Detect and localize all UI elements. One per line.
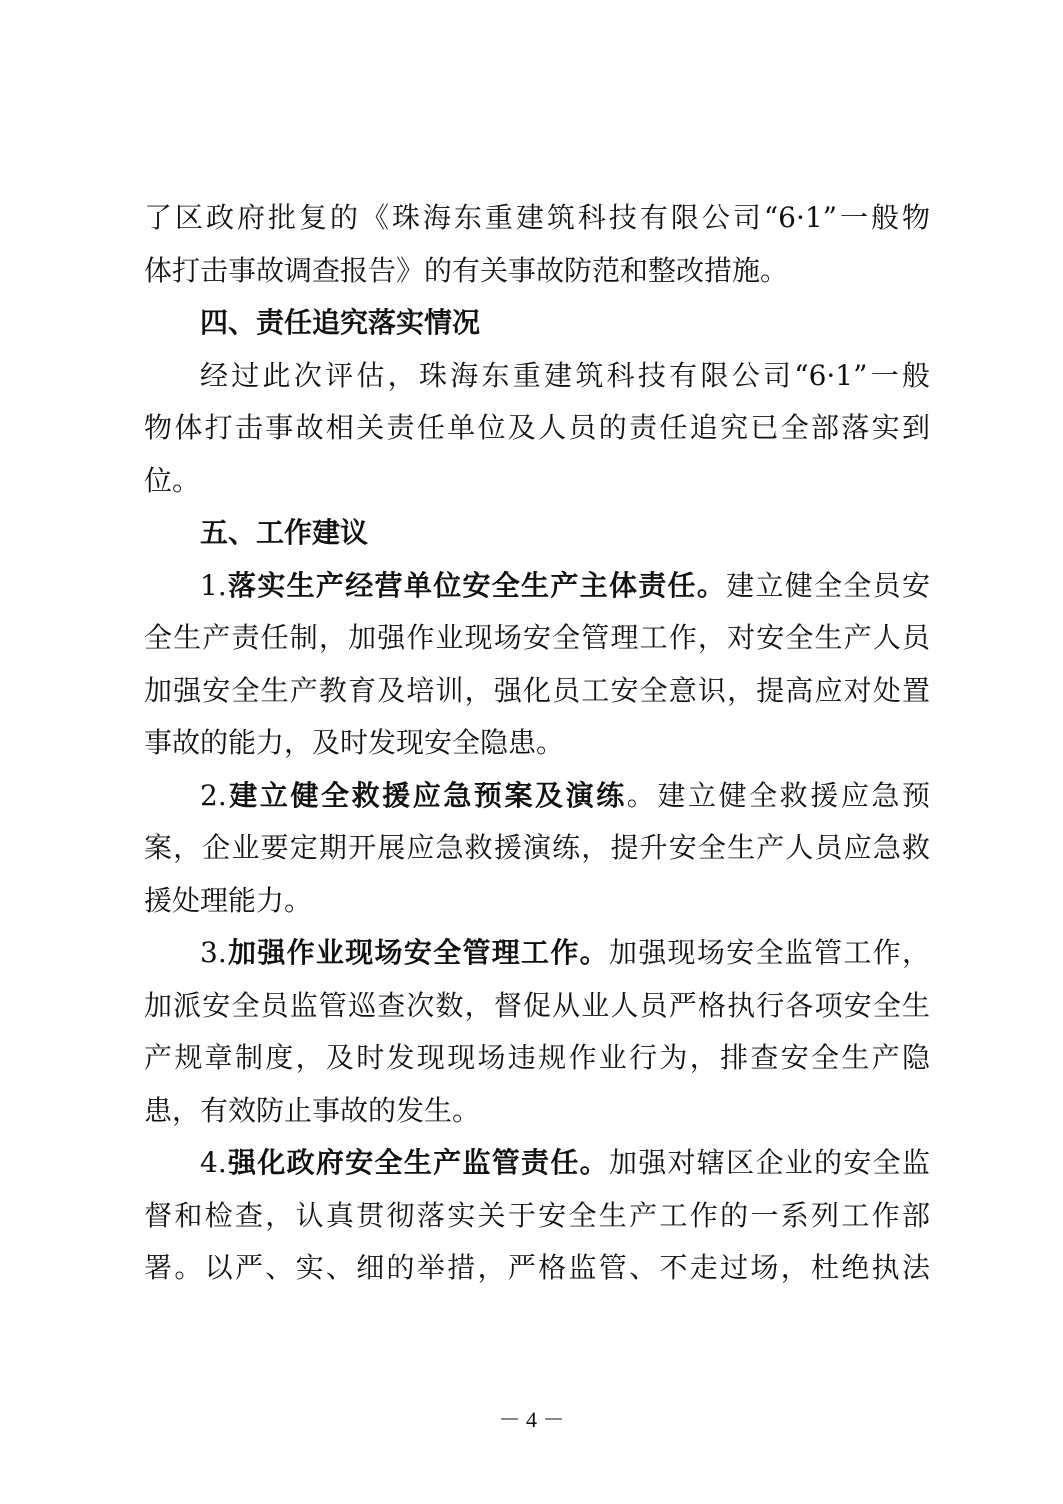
recommendation-text: 建立健全全员安 — [726, 568, 930, 602]
recommendation-text: 。建立健全救援应急预 — [626, 778, 930, 812]
recommendation-4-first-line — [144, 1137, 930, 1190]
recommendation-title: 强化政府安全生产监管责任。 — [226, 1146, 609, 1179]
paragraph-line: 体打击事故调查报告》的有关事故防范和整改措施。 — [144, 253, 789, 287]
item-number: 3. — [200, 936, 227, 969]
recommendation-text: 加强现场安全监管工作， — [608, 936, 930, 969]
recommendation-2-first-line — [144, 770, 930, 823]
section-heading-four: 四、责任追究落实情况 — [200, 306, 481, 339]
recommendation-3-first-line — [144, 927, 930, 980]
recommendation-1-first-line — [144, 560, 930, 613]
paragraph-line: 经过此次评估，珠海东重建筑科技有限公司“6·1”一般 — [200, 358, 930, 392]
item-number: 4. — [200, 1146, 227, 1179]
paragraph-line: 产规章制度，及时发现现场违规作业行为，排查安全生产隐 — [144, 1041, 930, 1074]
paragraph-line: 位。 — [144, 463, 201, 497]
recommendation-title: 加强作业现场安全管理工作。 — [226, 936, 609, 969]
paragraph-line: 督和检查，认真贯彻落实关于安全生产工作的一系列工作部 — [144, 1198, 930, 1232]
recommendation-title: 建立健全救援应急预案及演练 — [226, 778, 627, 812]
document-body — [144, 192, 930, 1295]
paragraph-line: 事故的能力，及时发现安全隐患。 — [144, 726, 565, 759]
recommendation-text: 加强对辖区企业的安全监 — [608, 1146, 930, 1179]
paragraph-line: 全生产责任制，加强作业现场安全管理工作，对安全生产人员 — [144, 621, 930, 654]
paragraph-line: 加强安全生产教育及培训，强化员工安全意识，提高应对处置 — [144, 673, 930, 707]
recommendation-title: 落实生产经营单位安全生产主体责任。 — [226, 568, 727, 602]
paragraph-line: 援处理能力。 — [144, 883, 313, 917]
paragraph-line: 了区政府批复的《珠海东重建筑科技有限公司“6·1”一般物 — [144, 201, 930, 234]
section-heading-five: 五、工作建议 — [200, 516, 369, 549]
item-number: 2. — [200, 778, 227, 812]
paragraph-line: 署。以严、实、细的举措，严格监管、不走过场，杜绝执法 — [144, 1251, 930, 1284]
item-number: 1. — [200, 568, 227, 602]
paragraph-line: 物体打击事故相关责任单位及人员的责任追究已全部落实到 — [144, 411, 930, 444]
paragraph-line: 加派安全员监管巡查次数，督促从业人员严格执行各项安全生 — [144, 988, 930, 1022]
page-number: － 4 － — [498, 1407, 565, 1432]
paragraph-line: 患，有效防止事故的发生。 — [144, 1093, 481, 1127]
paragraph-line: 案，企业要定期开展应急救援演练，提升安全生产人员应急救 — [144, 831, 930, 864]
